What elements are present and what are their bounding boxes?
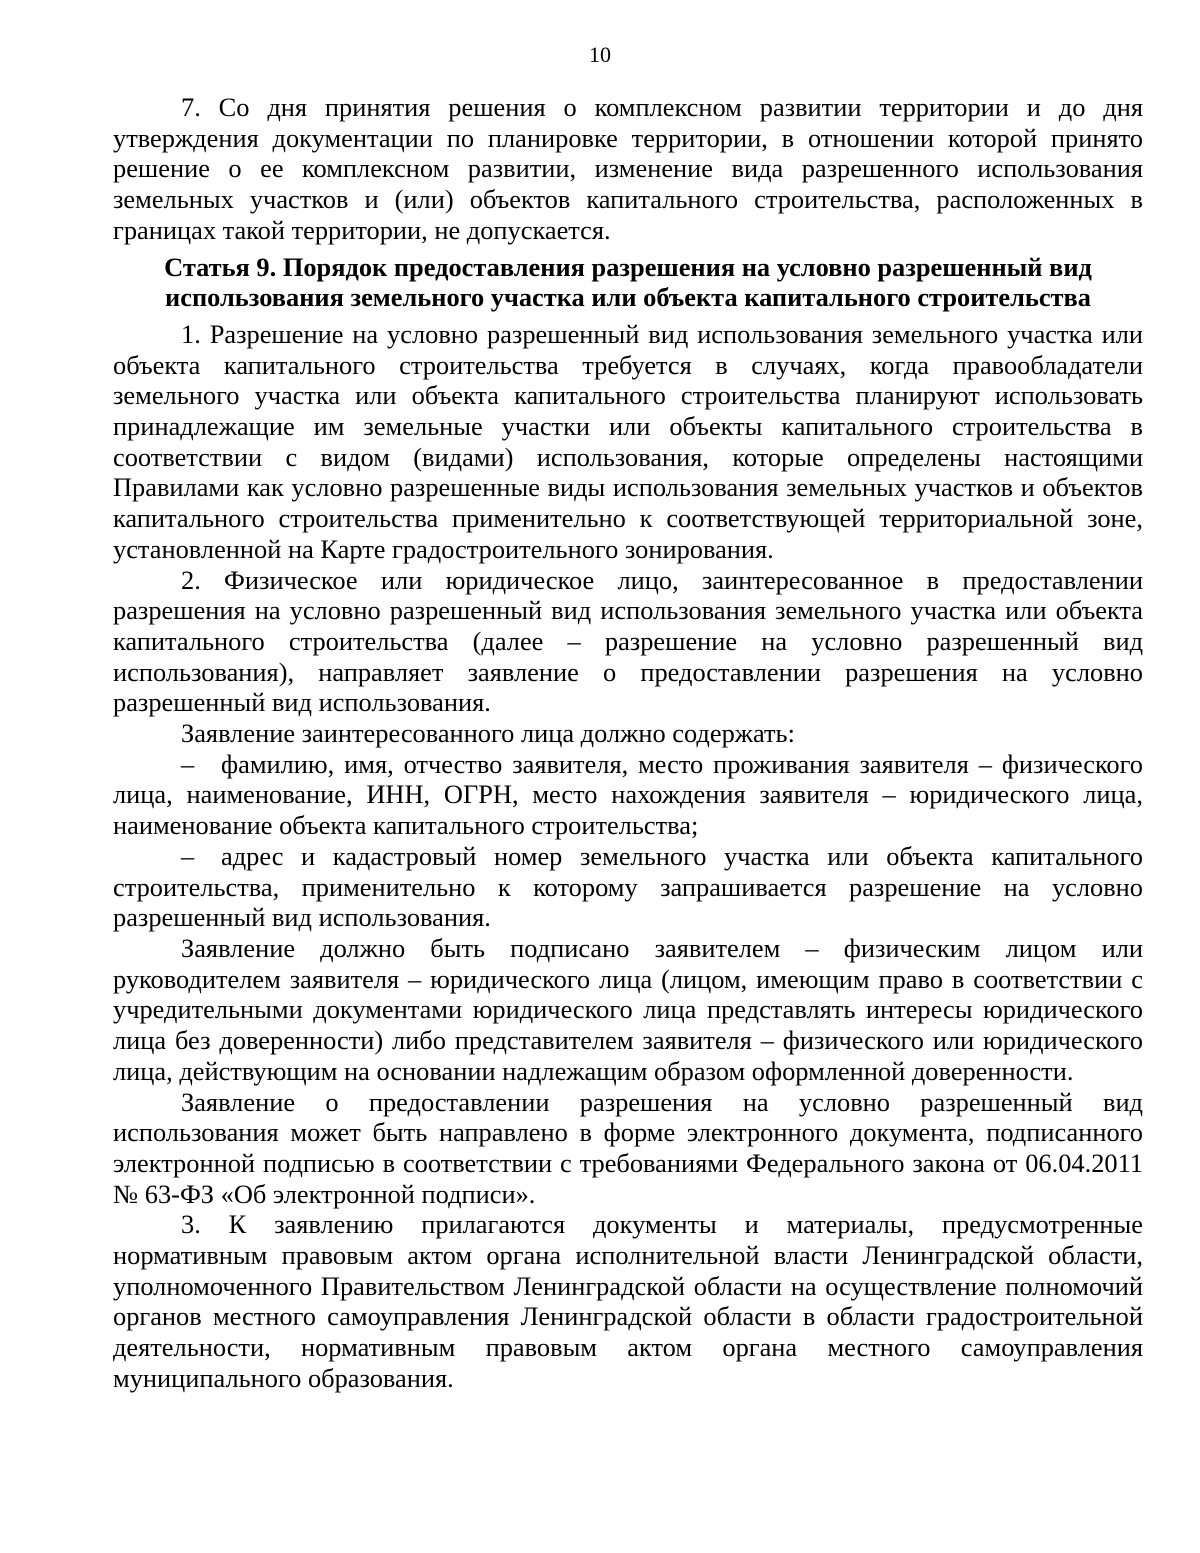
dash-bullet-icon: – bbox=[181, 748, 195, 779]
paragraph-article-9-3: 3. К заявлению прилагаются документы и материалы, предусмотренные нормативным правовым актом органа исполнительной власти Ленинградской области, уполномоченного Правительством Ленинградской области на осуществление полномочий органов местного самоуправления Ленинградской области в области градостроительной деятельности, нормативным правовым актом органа местного самоуправления муниципального образования. bbox=[113, 1209, 1143, 1393]
article-heading-line-2: использования земельного участка или объекта капитального строительства bbox=[165, 282, 1091, 313]
list-item-applicant-details bbox=[113, 749, 1143, 841]
list-item-text: адрес и кадастровый номер земельного участка или объекта капитального строительства, применительно к которому запрашивается разрешение на условно разрешенный вид использования. bbox=[113, 840, 1143, 933]
article-heading bbox=[113, 252, 1143, 313]
paragraph-7: 7. Со дня принятия решения о комплексном развитии территории и до дня утверждения документации по планировке территории, в отношении которой принято решение о ее комплексном развитии, изменение вида разрешенного использования земельных участков и (или) объектов капитального строительства, расположенных в границах такой территории, не допускается. bbox=[113, 92, 1143, 245]
article-heading-line-1: Статья 9. Порядок предоставления разрешения на условно разрешенный вид bbox=[164, 251, 1092, 282]
list-item-address bbox=[113, 841, 1143, 933]
paragraph-signature-requirement: Заявление должно быть подписано заявителем – физическим лицом или руководителем заявителя – юридического лица (лицом, имеющим право в соответствии с учредительными документами юридического лица представлять интересы юридического лица без доверенности) либо представителем заявителя – физического или юридического лица, действующим на основании надлежащим образом оформленной доверенности. bbox=[113, 932, 1143, 1086]
paragraph-electronic-submission: Заявление о предоставлении разрешения на условно разрешенный вид использования может быть направлено в форме электронного документа, подписанного электронной подписью в соответствии с требованиями Федерального закона от 06.04.2011 № 63-ФЗ «Об электронной подписи». bbox=[113, 1086, 1143, 1209]
page-number: 10 bbox=[589, 42, 611, 67]
paragraph-application-contents: Заявление заинтересованного лица должно содержать: bbox=[181, 718, 795, 749]
paragraph-article-9-1: 1. Разрешение на условно разрешенный вид использования земельного участка или объекта капитального строительства требуется в случаях, когда правообладатели земельного участка или объекта капитального строительства планируют использовать принадлежащие им земельные участки или объекты капитального строительства в соответствии с видом (видами) использования, которые определены настоящими Правилами как условно разрешенные виды использования земельных участков и объектов капитального строительства применительно к соответствующей территориальной зоне, установленной на Карте градостроительного зонирования. bbox=[113, 318, 1143, 564]
dash-bullet-icon: – bbox=[181, 840, 195, 871]
paragraph-article-9-2: 2. Физическое или юридическое лицо, заинтересованное в предоставлении разрешения на условно разрешенный вид использования земельного участка или объекта капитального строительства (далее – разрешение на условно разрешенный вид использования), направляет заявление о предоставлении разрешения на условно разрешенный вид использования. bbox=[113, 564, 1143, 718]
document-body bbox=[113, 92, 1143, 1394]
list-item-text: фамилию, имя, отчество заявителя, место проживания заявителя – физического лица, наименование, ИНН, ОГРН, место нахождения заявителя – юридического лица, наименование объекта капитального строительства; bbox=[113, 748, 1143, 841]
